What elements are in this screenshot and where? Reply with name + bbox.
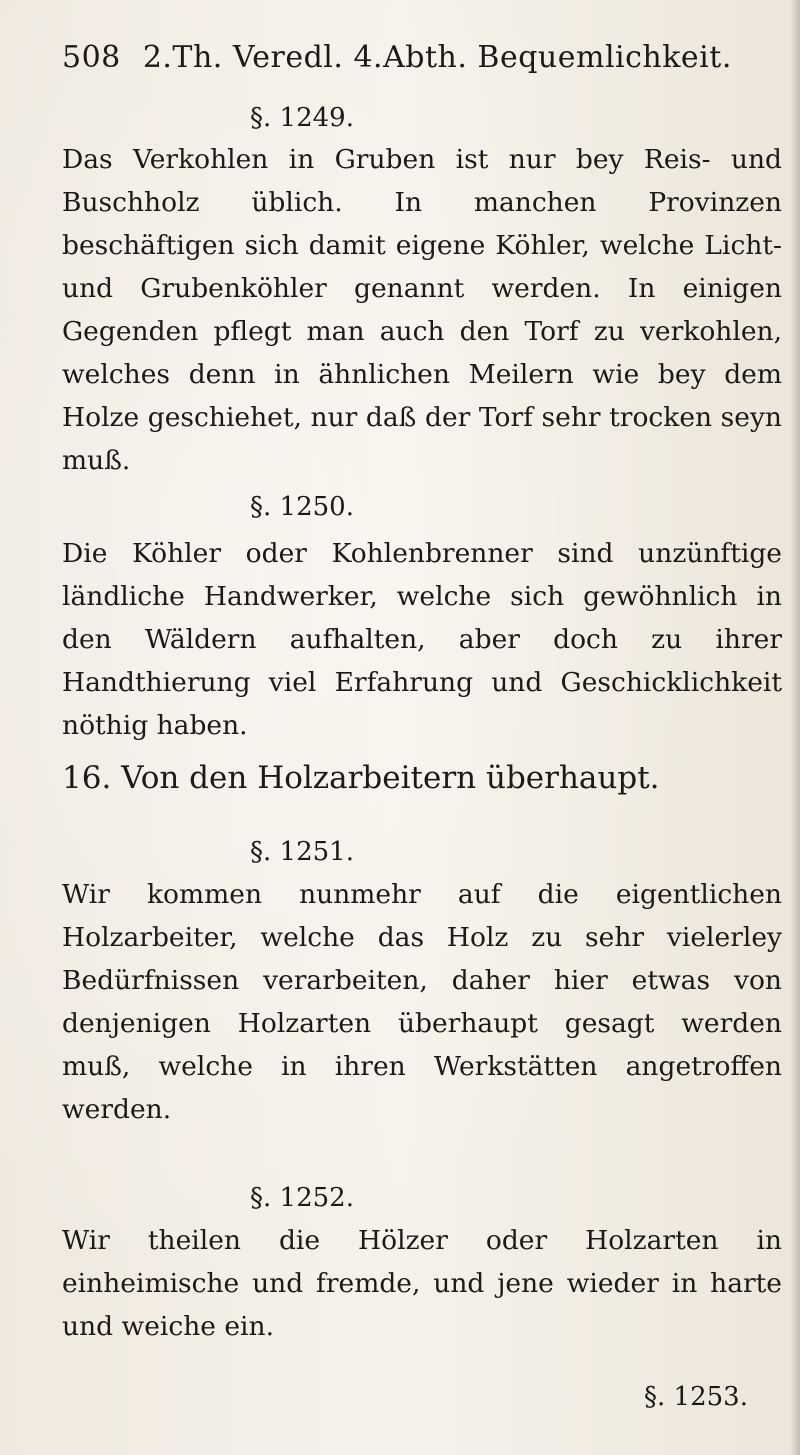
paragraph-1250: Die Köhler oder Kohlenbrenner sind unzünftige ländliche Handwerker, welche sich gewöhnlich in den Wäldern aufhalten, aber doch zu ihrer Handthierung viel Erfahrung und Geschicklichkeit nöthig haben. (62, 538, 782, 741)
paragraph-1252: Wir theilen die Hölzer oder Holzarten in einheimische und fremde, und jene wieder in harte und weiche ein. (62, 1225, 782, 1342)
paragraph-1249: Das Verkohlen in Gruben ist nur bey Reis- und Buschholz üblich. In manchen Provinzen beschäftigen sich damit eigene Köhler, welche Licht- und Grubenköhler genannt werden. In einigen Gegenden pflegt man auch den Torf zu verkohlen, welches denn in ähnlichen Meilern wie bey dem Holze geschiehet, nur daß der Torf sehr trocken seyn muß. (62, 144, 782, 476)
chapter-heading: 16. Von den Holzarbeitern überhaupt. (62, 760, 660, 796)
section-number-1250: §. 1250. (250, 492, 354, 522)
paragraph-1251: Wir kommen nunmehr auf die eigentlichen Holzarbeiter, welche das Holz zu sehr vielerley Bedürfnissen verarbeiten, daher hier etwas von denjenigen Holzarten überhaupt gesagt werden muß, welche in ihren Werkstätten angetroffen werden. (62, 879, 782, 1125)
running-header (62, 40, 782, 75)
running-title: 2.Th. Veredl. 4.Abth. Bequemlichkeit. (142, 40, 732, 75)
page-number: 508 (62, 40, 121, 75)
section-number-1249: §. 1249. (250, 103, 354, 133)
section-number-1251: §. 1251. (250, 837, 354, 867)
page-edge-shadow (790, 0, 800, 1455)
section-number-1252: §. 1252. (250, 1183, 354, 1213)
catchword: §. 1253. (644, 1382, 748, 1412)
